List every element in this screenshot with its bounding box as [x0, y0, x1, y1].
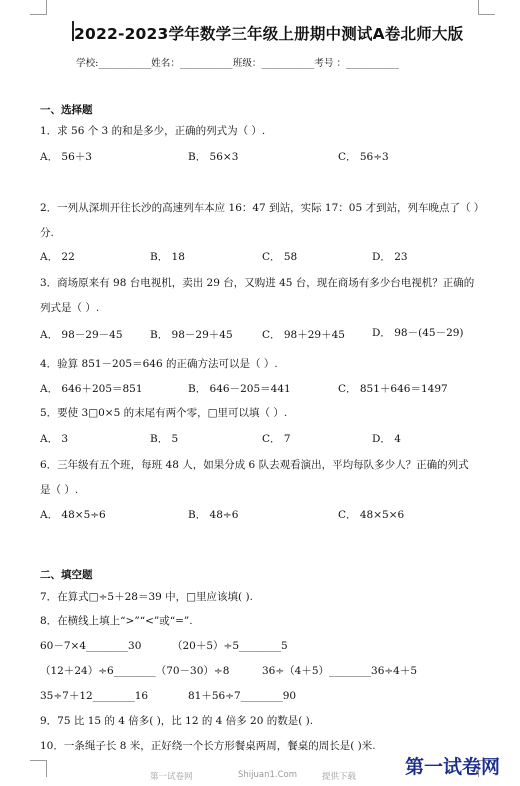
section-heading-fill: 二、填空题: [40, 569, 93, 581]
q5-option-b: B． 5: [150, 433, 179, 445]
question-5: 5．要使 3□0×5 的末尾有两个零，□里可以填（ ）.: [40, 407, 288, 419]
q4-option-b: B． 646－205＝441: [188, 383, 291, 395]
page-corner-top-left: [30, 0, 47, 15]
q8-row2-expr2: 36÷（4＋5）________36÷4＋5: [262, 665, 418, 677]
q1-option-b: B． 56×3: [188, 151, 239, 163]
q6-option-b: B． 48÷6: [188, 509, 239, 521]
q1-option-c: C． 56÷3: [338, 151, 389, 163]
question-4: 4．验算 851－205＝646 的正确方法可以是（ ）.: [40, 358, 278, 370]
question-8: 8．在横线上填上“>”“<”或“=”.: [40, 615, 193, 627]
question-9: 9．75 比 15 的 4 倍多( )，比 12 的 4 倍多 20 的数是( ).: [40, 715, 314, 727]
q2-option-d: D． 23: [372, 251, 408, 263]
footer-right-text: 提供下载: [322, 772, 357, 782]
footer-left-text: 第一试卷网: [150, 772, 193, 782]
q4-option-c: C． 851＋646＝1497: [338, 383, 448, 395]
q3-option-b: B． 98－29＋45: [150, 329, 233, 341]
student-info-line[interactable]: 学校:___________姓名：___________班级：___________考号 ：___________: [76, 58, 399, 69]
q8-row3-expr1: 35÷7＋12________16: [40, 690, 149, 702]
q5-option-c: C． 7: [262, 433, 291, 445]
q8-row2-expr1: （12＋24）÷6________（70－30）÷8: [40, 665, 230, 677]
q1-option-a: A． 56＋3: [40, 151, 92, 163]
question-10: 10．一条绳子长 8 米，正好绕一个长方形餐桌两周，餐桌的周长是( )米.: [40, 740, 376, 752]
brand-watermark: 第一试卷网: [405, 756, 501, 778]
footer-center-text: Shijuan1.Com: [238, 770, 298, 780]
q8-row1-expr2: （20＋5）÷5________5: [172, 640, 288, 652]
q3-option-d: D． 98－(45－29): [372, 327, 464, 339]
q8-row3-expr2: 81＋56÷7________90: [188, 690, 297, 702]
question-7: 7．在算式□÷5＋28＝39 中，□里应该填( ).: [40, 591, 253, 603]
q5-option-d: D． 4: [372, 433, 401, 445]
question-6: 6．三年级有五个班，每班 48 人，如果分成 6 队去观看演出，平均每队多少人？正确的列式: [40, 459, 469, 471]
q4-option-a: A． 646＋205＝851: [40, 383, 143, 395]
question-1: 1．求 56 个 3 的和是多少，正确的列式为（ ）.: [40, 125, 266, 137]
q5-option-a: A． 3: [40, 433, 69, 445]
q3-option-c: C． 98＋29＋45: [262, 329, 345, 341]
question-6-continued: 是（ ）.: [40, 484, 79, 496]
page-title: 2022-2023学年数学三年级上册期中测试A卷北师大版: [74, 25, 464, 43]
q8-row1-expr1: 60－7×4________30: [40, 640, 142, 652]
q3-option-a: A． 98－29－45: [40, 329, 123, 341]
q2-option-a: A． 22: [40, 251, 75, 263]
q2-option-c: C． 58: [262, 251, 298, 263]
q6-option-a: A． 48×5÷6: [40, 509, 106, 521]
page-corner-top-right: [478, 0, 495, 15]
page-corner-bottom-left: [30, 760, 47, 777]
q2-option-b: B． 18: [150, 251, 185, 263]
q6-option-c: C． 48×5×6: [338, 509, 405, 521]
question-2: 2．一列从深圳开往长沙的高速列车本应 16：47 到站，实际 17：05 才到站，列车晚点了（ ）: [40, 202, 485, 214]
section-heading-choice: 一、选择题: [40, 104, 93, 116]
question-3-continued: 列式是（ ）.: [40, 302, 100, 314]
question-2-continued: 分.: [40, 227, 54, 239]
question-3: 3．商场原来有 98 台电视机，卖出 29 台，又购进 45 台，现在商场有多少台电视机？正确的: [40, 277, 475, 289]
